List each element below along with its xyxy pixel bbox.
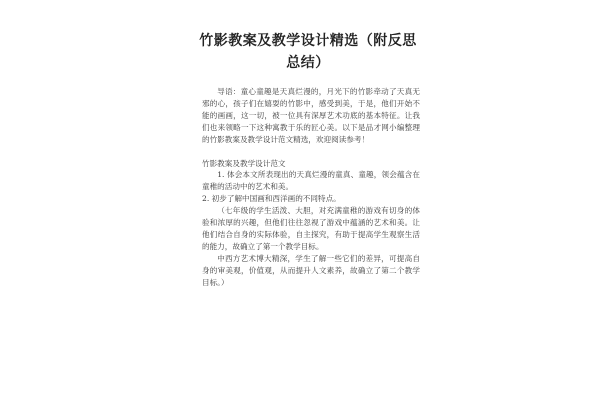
goal-2: 2. 初步了解中国画和西洋画的不同特点。 bbox=[202, 194, 341, 204]
title-line-2: 总结） bbox=[286, 55, 330, 71]
paragraph-gap bbox=[202, 146, 420, 158]
note-paragraph-1: （七年级的学生活泼、大胆，对充满童稚的游戏有切身的体验和浓厚的兴趣，但他们往往忽视了游戏中蕴涵的艺术和美。让他们结合自身的实际体验，自主探究，有助于提高学生观察生活的能力，故确立了第一个教学目标。 bbox=[202, 206, 420, 251]
note-paragraph-2: 中西方艺术博大精深，学生了解一些它们的差异，可提高自身的审美观，价值观，从而提升人文素养，故确立了第二个教学目标。） bbox=[202, 253, 420, 287]
document-body bbox=[202, 86, 420, 289]
title-line-1: 竹影教案及教学设计精选（附反思 bbox=[199, 33, 417, 49]
section-heading: 竹影教案及教学设计范文 bbox=[202, 158, 286, 168]
intro-paragraph: 导语：童心童趣是天真烂漫的，月光下的竹影牵动了天真无邪的心，孩子们在嬉耍的竹影中，感受到美，于是，他们开始不能的画画，这一切，被一位具有深厚艺术功底的基本特征。让我们也来领略一下这种寓教于乐的匠心美。以下是品才网小编整理的竹影教案及教学设计范文精选，欢迎阅读参考！ bbox=[202, 87, 420, 144]
document-page bbox=[196, 30, 420, 386]
goal-1: 1. 体会本文所表现出的天真烂漫的童真、童趣，领会蕴含在童稚的活动中的艺术和美。 bbox=[202, 170, 420, 192]
document-title bbox=[196, 30, 420, 74]
